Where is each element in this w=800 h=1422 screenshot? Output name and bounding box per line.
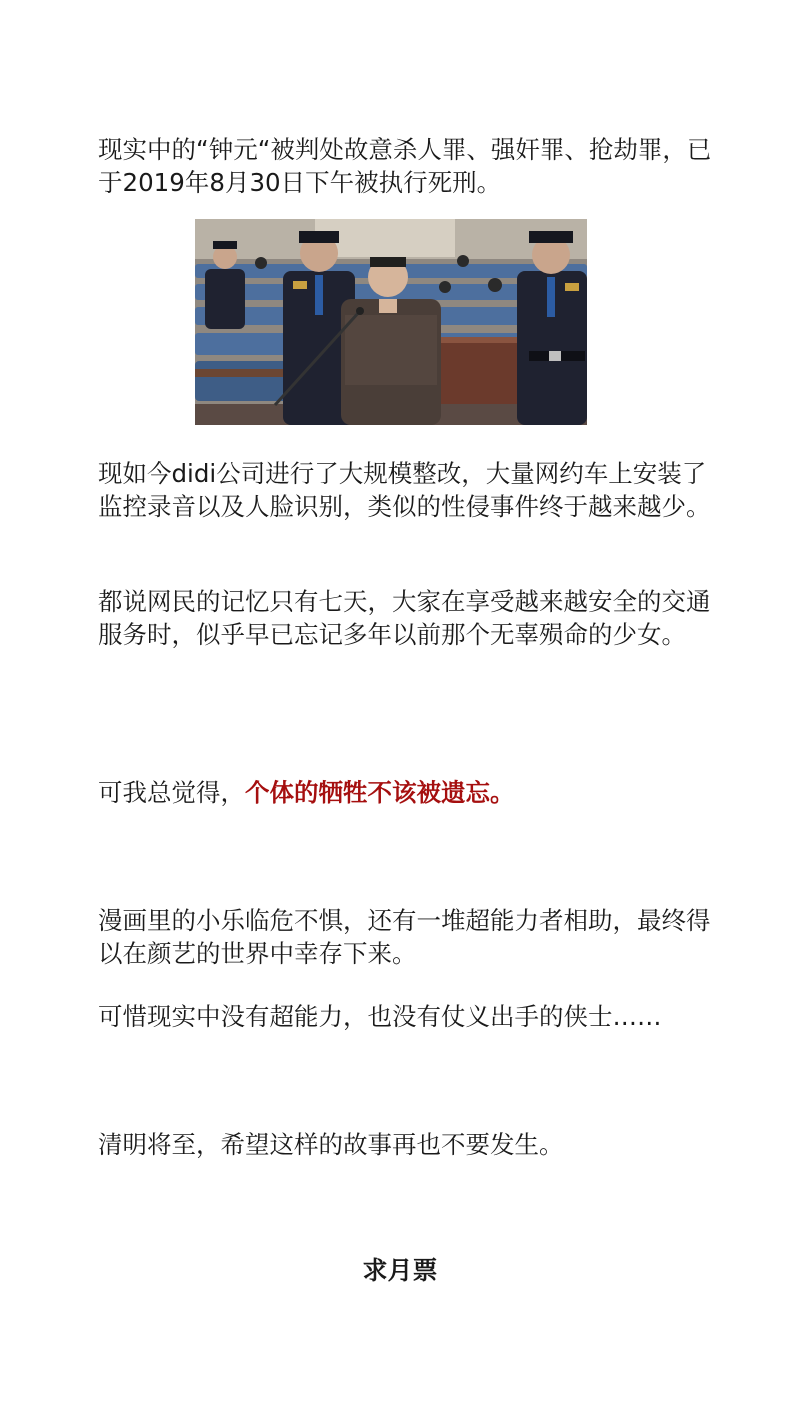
monthly-ticket-request: 求月票 xyxy=(362,1256,438,1285)
paragraph-public-memory: 都说网民的记忆只有七天，大家在享受越来越安全的交通服务时，似乎早已忘记多年以前那个无辜殒命的少女。 xyxy=(98,587,711,649)
emphasis-text: 个体的牺牲不该被遗忘。 xyxy=(245,778,515,807)
statement-lead: 可我总觉得， xyxy=(98,778,245,807)
paragraph-no-superpowers: 可惜现实中没有超能力，也没有仗义出手的侠士…… xyxy=(98,1002,662,1031)
paragraph-not-forgotten xyxy=(98,776,723,809)
paragraph-execution-news: 现实中的“钟元“被判处故意杀人罪、强奸罪、抢劫罪，已于2019年8月30日下午被执行死刑。 xyxy=(98,135,712,197)
paragraph-comic-survival: 漫画里的小乐临危不惧，还有一堆超能力者相助，最终得以在颜艺的世界中幸存下来。 xyxy=(98,906,711,968)
paragraph-qingming-wish: 清明将至，希望这样的故事再也不要发生。 xyxy=(98,1130,564,1159)
paragraph-didi-reform: 现如今didi公司进行了大规模整改，大量网约车上安装了监控录音以及人脸识别，类似的性侵事件终于越来越少。 xyxy=(98,459,711,521)
courtroom-photo xyxy=(195,219,587,425)
